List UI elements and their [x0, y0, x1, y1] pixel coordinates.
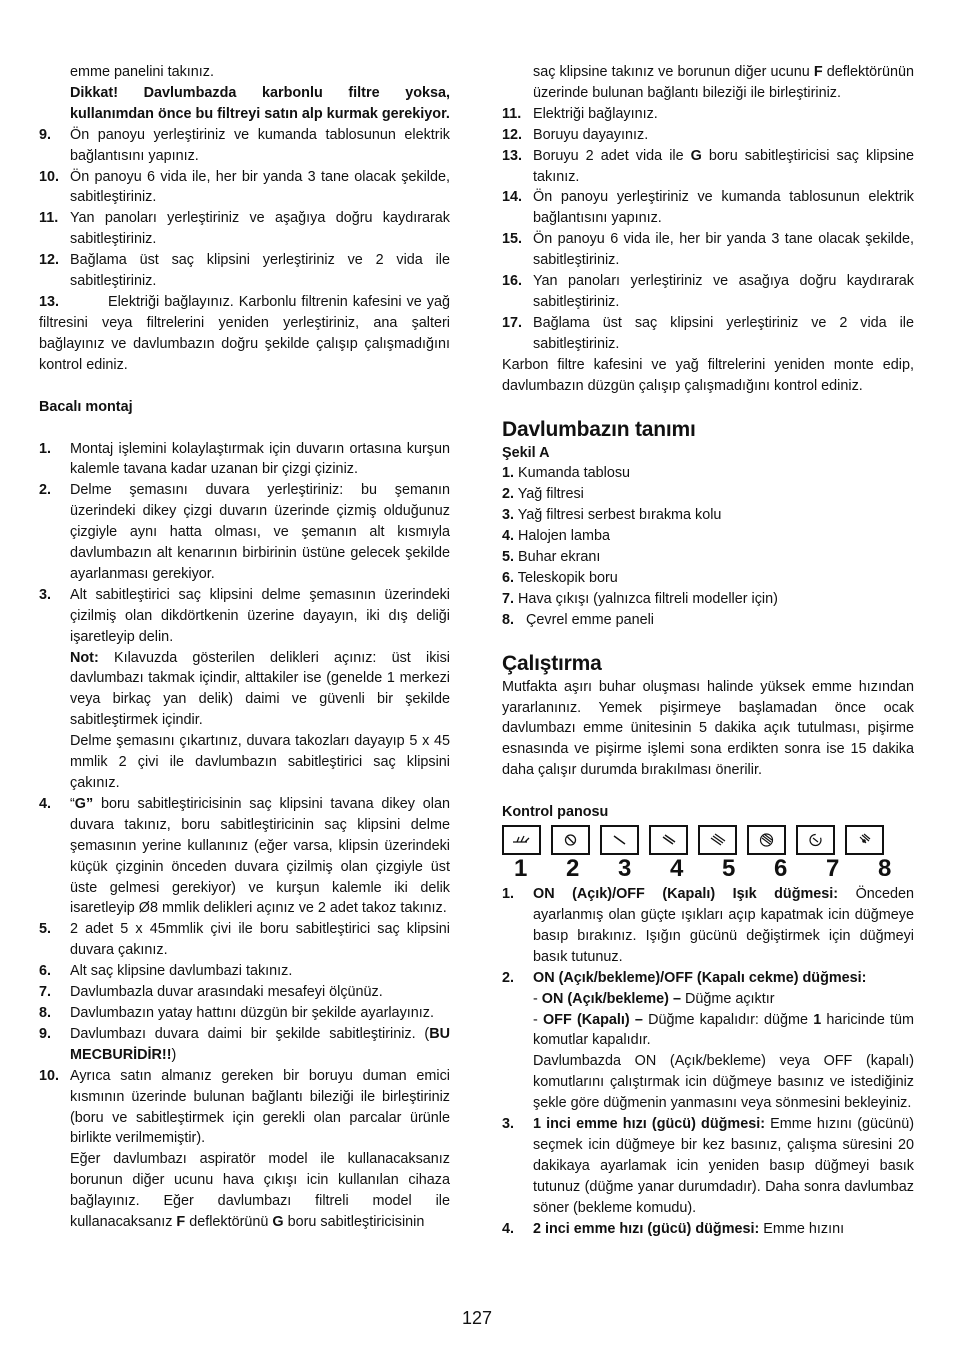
panel-number: 1 [514, 855, 528, 883]
left-column [39, 62, 450, 1233]
panel-number: 7 [826, 855, 840, 883]
list-item: 15. Ön panoyu 6 vida ile, her bir yanda 3 tane olacak şekilde, sabitleştiriniz. [502, 231, 914, 269]
paragraph: - ON (Açık/bekleme) – Düğme açıktır [533, 990, 775, 1007]
parts-item: 8. Çevrel emme paneli [502, 611, 654, 628]
note-text: Not: Kılavuzda gösterilen delikleri açınız: üst ikisi davlumbazı takmak içindir, alttakiler ise (genelde 1 merkezi veya birkaç yan delik) daimi ve güvenli bir şekilde sabitleştirmek içindir. [70, 649, 450, 729]
figure-label: Şekil A [502, 444, 550, 461]
list-item: 12. Bağlama üst saç klipsini yerleştiriniz ve 2 vida ile sabitleştiriniz. [39, 252, 450, 290]
continued-text: saç klipsine takınız ve borunun diğer ucunu F deflektörünün üzerinde bulunan bağlantı bileziği ile birleştiriniz. [533, 64, 914, 101]
parts-item: 1. Kumanda tablosu [502, 465, 631, 482]
parts-item: 4. Halojen lamba [502, 528, 611, 545]
parts-item: 3. Yağ filtresi serbest bırakma kolu [502, 507, 722, 524]
control-panel [502, 825, 914, 855]
timer-icon [796, 825, 835, 855]
section-heading-description: Davlumbazın tanımı [502, 417, 696, 441]
list-item: 9. Davlumbazı duvara daimi bir şekilde sabitleştiriniz. (BU MECBURİDİR!!) [39, 1025, 450, 1063]
parts-item: 7. Hava çıkışı (yalnızca filtreli modeller için) [502, 590, 778, 607]
right-column [502, 62, 914, 1240]
intensive-icon [747, 825, 786, 855]
list-item: 4. 2 inci emme hızı (gücü) düğmesi: Emme hızını [502, 1220, 845, 1237]
list-item: 13. Boruyu 2 adet vida ile G boru sabitleştiricisi saç klipsine takınız. [502, 147, 914, 185]
section-heading-chimney: Bacalı montaj [39, 398, 133, 415]
filter-icon [845, 825, 884, 855]
paragraph: Eğer davlumbazı aspiratör model ile kullanacaksanız borunun diğer ucunu hava çıkışı icin kullanılan cihaza bağlayınız. Eğer davlumbazı filtreli model ile kullanacaksanız F deflektörünü G boru sabitleştiricisinin [70, 1151, 450, 1231]
warning-text: Dikkat! Davlumbazda karbonlu filtre yoksa, kullanımdan önce bu filtreyi satın alp kurmak gerekiyor. [70, 84, 450, 122]
list-item: 7. Davlumbazla duvar arasındaki mesafeyi ölçünüz. [39, 984, 383, 1001]
parts-item: 5. Buhar ekranı [502, 549, 601, 566]
list-item: 1. ON (Açık)/OFF (Kapalı) Işık düğmesi: Önceden ayarlanmış olan güçte ışıkları açıp kapatmak icin düğmeye basıp bırakınız. Işığın gücünü değiştirmek için düğmeyi basık tutunuz. [502, 886, 915, 965]
list-item: 11. Elektriği bağlayınız. [502, 105, 658, 122]
panel-number: 8 [878, 855, 892, 883]
power-icon [551, 825, 590, 855]
list-item: 14. Ön panoyu yerleştiriniz ve kumanda tablosunun elektrik bağlantısını yapınız. [502, 189, 914, 227]
list-item: 5. 2 adet 5 x 45mmlik çivi ile boru sabitleştirici saç klipsini duvara çakınız. [39, 921, 450, 959]
page-number: 127 [461, 1308, 493, 1328]
list-item: 2. Delme şemasını duvara yerleştiriniz: bu şemanın üzerindeki dikey çizgi duvarın üzerinde çizmiş olduğunuz çizgiyle aynı hatta olması, ve şemanın alt kısmıyla davlumbazın alt kenarının birbirinin üstüne gelecek şekilde ayarlanması gerekiyor. [39, 482, 450, 582]
panel-number: 4 [670, 855, 684, 883]
operation-text: Mutfakta aşırı buhar oluşması halinde yüksek emme hızından yararlanınız. Yemek pişirmeye başlamadan önce ocak davlumbazı emme ünitesinin 5 dakika açık tutulması, pişirme esnasında ve pişirme işlemi sona erdikten sonra ise 15 dakika daha çalışır durumda bırakılması önerilir. [502, 678, 914, 779]
speed-2-icon [649, 825, 688, 855]
panel-number: 5 [722, 855, 736, 883]
parts-item: 2. Yağ filtresi [502, 486, 584, 503]
speed-1-icon [600, 825, 639, 855]
panel-number: 2 [566, 855, 580, 883]
light-icon [502, 825, 541, 855]
list-item: 3. Alt sabitleştirici saç klipsini delme şemasının üzerindeki çizilmiş olan dikdörtkenin üzerine dayayın, iki dış deliği işaretleyip delin. [39, 586, 450, 645]
list-item: 11. Yan panoları yerleştiriniz ve aşağıya doğru kaydırarak sabitleştiriniz. [39, 210, 450, 248]
parts-item: 6. Teleskopik boru [502, 569, 618, 586]
section-heading-operation: Çalıştırma [502, 651, 602, 675]
list-item: 10. Ayrıca satın almanız gereken bir boruyu duman emici kısmının üzerinde bulunan bağlantı bileziği ile birleştiriniz (boru ve sabitleştirmek için gerekli olan parcalar ürünle birlikte verilmemiştir). [39, 1067, 450, 1147]
list-item: 8. Davlumbazın yatay hattını düzgün bir şekilde ayarlayınız. [39, 1004, 434, 1021]
panel-number: 6 [774, 855, 788, 883]
list-item: 12. Boruyu dayayınız. [502, 126, 649, 143]
closing-text: Karbon filtre kafesini ve yağ filtrelerini yeniden monte edip, davlumbazın düzgün çalışıp çalışmadığını kontrol ediniz. [502, 356, 914, 394]
speed-3-icon [698, 825, 737, 855]
paragraph: - OFF (Kapalı) – Düğme kapalıdır: düğme 1 haricinde tüm komutlar kapalıdır. [533, 1011, 915, 1049]
list-item: 10. Ön panoyu 6 vida ile, her bir yanda 3 tane olacak şekilde, sabitleştiriniz. [39, 168, 450, 206]
list-item: 1. Montaj işlemini kolaylaştırmak için duvarın ortasına kurşun kalemle tavana kadar uzanan bir çizgi çiziniz. [39, 440, 450, 478]
step-13: 13. Elektriği bağlayınız. Karbonlu filtrenin kafesini ve yağ filtresini veya filtrelerini yeniden yerleştiriniz, ana şalteri bağlayınız ve davlumbazın doğru şekilde çalışıp çalışmadığını kontrol ediniz. [39, 293, 450, 373]
list-item: 4. “G” boru sabitleştiricisinin saç klipsini tavana dikey olan duvara takınız, boru sabitleştiricinin saç klipsini delme şemasının yerine kullanınız (eğer varsa, klipsin üzerindeki küçük çizginin önceden duvara çizilmiş olan çizgiyle üst üste gelmesi gerekiyor) ve kurşun kalemle iki delik isaretleyip Ø8 mmlik delikleri açınız ve 2 adet takoz takınız. [39, 795, 450, 917]
list-item: 6. Alt saç klipsine davlumbazi takınız. [39, 963, 293, 980]
control-panel-title: Kontrol panosu [502, 804, 609, 821]
list-item: 2. ON (Açık/bekleme)/OFF (Kapalı cekme) düğmesi: [502, 969, 867, 986]
control-panel-numbers [502, 856, 914, 882]
list-item: 16. Yan panoları yerleştiriniz ve asağıya doğru kaydırarak sabitleştiriniz. [502, 273, 914, 310]
paragraph: Davlumbazda ON (Açık/bekleme) veya OFF (kapalı) komutlarını çalıştırmak icin düğmeye basınız ve istediğiniz şekle göre düğmenin yanmasını veya sönmesini bekleyiniz. [533, 1053, 914, 1112]
paragraph: Delme şemasını çıkartınız, duvara takozları dayayıp 5 x 45 mmlik 2 çivi ile davlumbazın sabitleştirici saç klipsini çakınız. [70, 733, 450, 791]
list-item: 9. Ön panoyu yerleştiriniz ve kumanda tablosunun elektrik bağlantısını yapınız. [39, 126, 450, 164]
panel-number: 3 [618, 855, 632, 883]
list-item: 3. 1 inci emme hızı (gücü) düğmesi: Emme hızını (gücünü) seçmek icin düğmeye bir kez basınız, çalışma süresini 20 dakikaya ayarlamak icin yeniden basıp düğmeyi basık tutunuz (düğme yanar durumdadır). Daha sonra davlumbaz söner (bekleme komudu). [502, 1116, 914, 1216]
intro-text: emme panelini takınız. [70, 64, 214, 80]
list-item: 17. Bağlama üst saç klipsini yerleştiriniz ve 2 vida ile sabitleştiriniz. [502, 314, 914, 352]
